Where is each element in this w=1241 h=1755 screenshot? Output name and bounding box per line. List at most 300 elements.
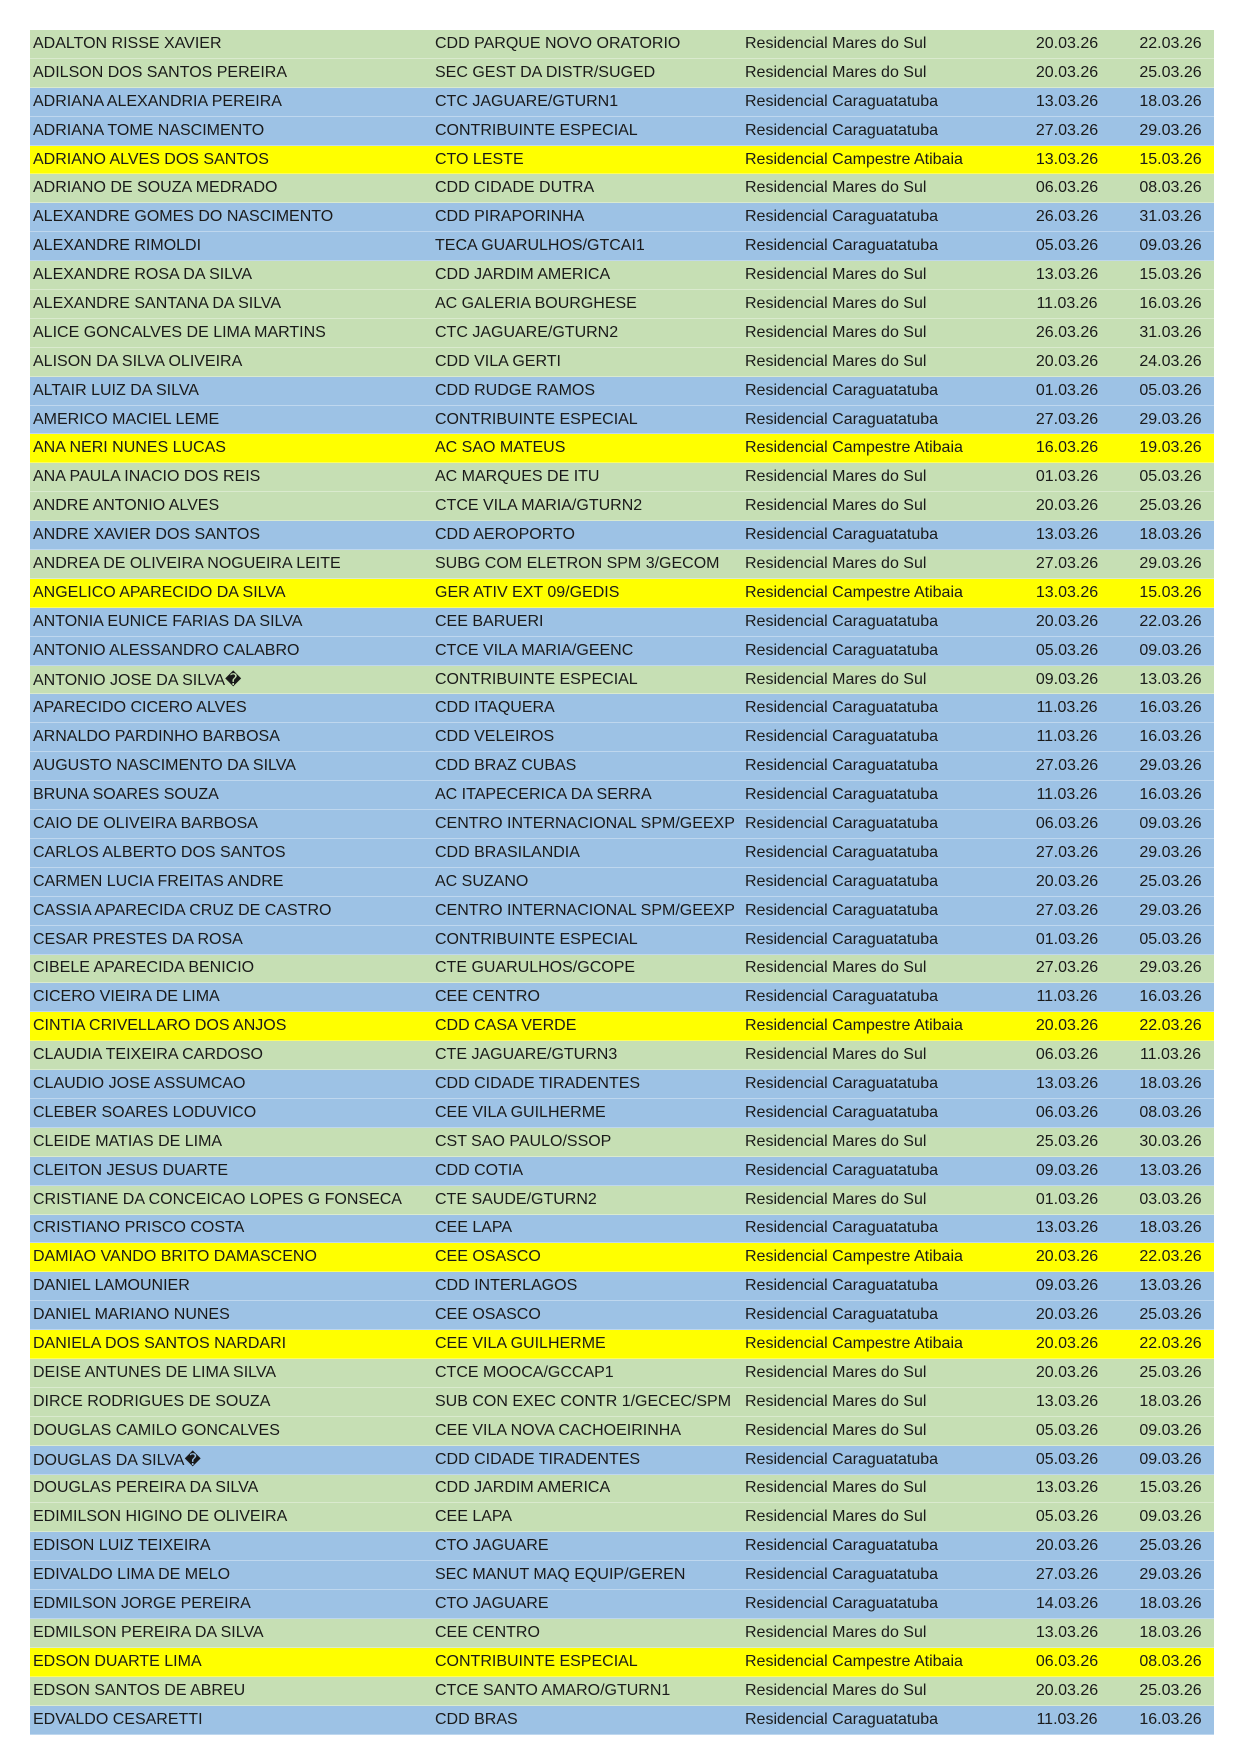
- start-date-cell: 20.03.26: [1035, 612, 1099, 630]
- start-date-cell: 01.03.26: [1035, 930, 1099, 948]
- end-date-cell: 29.03.26: [1139, 757, 1202, 775]
- unit-cell: CENTRO INTERNACIONAL SPM/GEEXP: [435, 814, 735, 832]
- unit-cell: CONTRIBUINTE ESPECIAL: [435, 121, 638, 139]
- end-date-cell: 09.03.26: [1139, 641, 1202, 659]
- residence-cell: Residencial Mares do Sul: [745, 1392, 927, 1410]
- unit-cell: CEE CENTRO: [435, 988, 540, 1006]
- end-date-cell: 13.03.26: [1139, 1277, 1202, 1295]
- table-row: [30, 983, 1214, 1012]
- unit-cell: TECA GUARULHOS/GTCAI1: [435, 237, 645, 255]
- employee-name-cell: CLEBER SOARES LODUVICO: [33, 1103, 257, 1121]
- unit-cell: CDD VILA GERTI: [435, 352, 561, 370]
- table-row: [30, 463, 1214, 492]
- start-date-cell: 13.03.26: [1035, 150, 1099, 168]
- employee-name-cell: ADRIANA TOME NASCIMENTO: [33, 121, 265, 139]
- end-date-cell: 25.03.26: [1139, 1363, 1202, 1381]
- unit-cell: CDD INTERLAGOS: [435, 1277, 578, 1295]
- unit-cell: SEC MANUT MAQ EQUIP/GEREN: [435, 1566, 686, 1584]
- table-row: [30, 59, 1214, 88]
- employee-name-cell: ANDRE ANTONIO ALVES: [33, 497, 220, 515]
- employee-name-cell: CLAUDIO JOSE ASSUMCAO: [33, 1075, 246, 1092]
- end-date-cell: 29.03.26: [1139, 554, 1202, 572]
- residence-cell: Residencial Caraguatatuba: [745, 612, 939, 630]
- end-date-cell: 16.03.26: [1139, 728, 1202, 746]
- start-date-cell: 20.03.26: [1035, 1335, 1099, 1353]
- employee-name-cell: DANIEL LAMOUNIER: [33, 1277, 190, 1295]
- unit-cell: CST SAO PAULO/SSOP: [435, 1132, 612, 1150]
- table-row: [30, 608, 1214, 637]
- end-date-cell: 29.03.26: [1139, 843, 1202, 861]
- unit-cell: CDD BRASILANDIA: [435, 843, 580, 861]
- start-date-cell: 05.03.26: [1035, 1421, 1099, 1439]
- start-date-cell: 13.03.26: [1035, 1479, 1099, 1497]
- start-date-cell: 13.03.26: [1035, 266, 1099, 284]
- start-date-cell: 27.03.26: [1035, 901, 1099, 919]
- residence-cell: Residencial Campestre Atibaia: [745, 1248, 963, 1266]
- table-row: [30, 1243, 1214, 1272]
- end-date-cell: 30.03.26: [1139, 1132, 1202, 1150]
- residence-cell: Residencial Campestre Atibaia: [745, 150, 963, 168]
- end-date-cell: 09.03.26: [1139, 1450, 1202, 1468]
- table-row: [30, 1619, 1214, 1648]
- employee-name-cell: APARECIDO CICERO ALVES: [33, 699, 247, 717]
- start-date-cell: 06.03.26: [1035, 1046, 1099, 1064]
- employee-name-cell: CINTIA CRIVELLARO DOS ANJOS: [33, 1017, 287, 1035]
- reservation-table: [30, 30, 1214, 1735]
- start-date-cell: 09.03.26: [1035, 1277, 1099, 1295]
- end-date-cell: 25.03.26: [1139, 497, 1202, 515]
- start-date-cell: 13.03.26: [1035, 1219, 1099, 1237]
- table-row: [30, 1128, 1214, 1157]
- start-date-cell: 27.03.26: [1035, 757, 1099, 775]
- residence-cell: Residencial Mares do Sul: [745, 1681, 927, 1699]
- unit-cell: CEE OSASCO: [435, 1248, 541, 1266]
- end-date-cell: 18.03.26: [1139, 1075, 1202, 1092]
- end-date-cell: 15.03.26: [1139, 150, 1202, 168]
- unit-cell: SUBG COM ELETRON SPM 3/GECOM: [435, 554, 720, 572]
- employee-name-cell: CARLOS ALBERTO DOS SANTOS: [33, 843, 286, 861]
- employee-name-cell: DIRCE RODRIGUES DE SOUZA: [33, 1392, 271, 1410]
- residence-cell: Residencial Mares do Sul: [745, 323, 927, 341]
- table-row: [30, 781, 1214, 810]
- end-date-cell: 16.03.26: [1139, 786, 1202, 804]
- residence-cell: Residencial Mares do Sul: [745, 1190, 927, 1208]
- end-date-cell: 25.03.26: [1139, 63, 1202, 81]
- table-row: [30, 290, 1214, 319]
- residence-cell: Residencial Mares do Sul: [745, 1132, 927, 1150]
- employee-name-cell: AMERICO MACIEL LEME: [33, 410, 220, 428]
- start-date-cell: 05.03.26: [1035, 237, 1099, 255]
- end-date-cell: 22.03.26: [1139, 34, 1202, 52]
- employee-name-cell: ANTONIA EUNICE FARIAS DA SILVA: [33, 612, 303, 630]
- residence-cell: Residencial Mares do Sul: [745, 468, 927, 486]
- table-row: [30, 1099, 1214, 1128]
- start-date-cell: 27.03.26: [1035, 121, 1099, 139]
- end-date-cell: 22.03.26: [1139, 1017, 1202, 1035]
- start-date-cell: 27.03.26: [1035, 1566, 1099, 1584]
- end-date-cell: 29.03.26: [1139, 410, 1202, 428]
- end-date-cell: 16.03.26: [1139, 1710, 1202, 1728]
- table-row: [30, 1417, 1214, 1446]
- unit-cell: CDD COTIA: [435, 1161, 523, 1179]
- unit-cell: CTE SAUDE/GTURN2: [435, 1190, 597, 1208]
- start-date-cell: 06.03.26: [1035, 1652, 1099, 1670]
- end-date-cell: 25.03.26: [1139, 1537, 1202, 1555]
- start-date-cell: 27.03.26: [1035, 959, 1099, 977]
- residence-cell: Residencial Caraguatatuba: [745, 526, 939, 544]
- residence-cell: Residencial Caraguatatuba: [745, 121, 939, 139]
- table-row: [30, 1012, 1214, 1041]
- residence-cell: Residencial Mares do Sul: [745, 63, 927, 81]
- employee-name-cell: ALISON DA SILVA OLIVEIRA: [33, 352, 243, 370]
- unit-cell: CONTRIBUINTE ESPECIAL: [435, 670, 638, 688]
- end-date-cell: 18.03.26: [1139, 1595, 1202, 1613]
- table-row: [30, 550, 1214, 579]
- table-row: [30, 261, 1214, 290]
- employee-name-cell: EDMILSON PEREIRA DA SILVA: [33, 1623, 264, 1641]
- residence-cell: Residencial Mares do Sul: [745, 179, 927, 197]
- start-date-cell: 05.03.26: [1035, 1450, 1099, 1468]
- end-date-cell: 05.03.26: [1139, 930, 1202, 948]
- unit-cell: CEE VILA NOVA CACHOEIRINHA: [435, 1421, 681, 1439]
- start-date-cell: 26.03.26: [1035, 323, 1099, 341]
- table-row: [30, 752, 1214, 781]
- employee-name-cell: DEISE ANTUNES DE LIMA SILVA: [33, 1363, 277, 1381]
- employee-name-cell: ANGELICO APARECIDO DA SILVA: [33, 583, 286, 601]
- unit-cell: CDD PIRAPORINHA: [435, 208, 585, 226]
- residence-cell: Residencial Campestre Atibaia: [745, 439, 963, 457]
- employee-name-cell: ANDREA DE OLIVEIRA NOGUEIRA LEITE: [33, 554, 341, 572]
- employee-name-cell: DANIEL MARIANO NUNES: [33, 1306, 230, 1324]
- employee-name-cell: AUGUSTO NASCIMENTO DA SILVA: [33, 757, 296, 775]
- residence-cell: Residencial Caraguatatuba: [745, 1306, 939, 1324]
- table-row: [30, 1677, 1214, 1706]
- unit-cell: CEE BARUERI: [435, 612, 544, 630]
- residence-cell: Residencial Campestre Atibaia: [745, 1017, 963, 1035]
- employee-name-cell: ADRIANO DE SOUZA MEDRADO: [33, 179, 278, 197]
- end-date-cell: 03.03.26: [1139, 1190, 1202, 1208]
- start-date-cell: 05.03.26: [1035, 641, 1099, 659]
- end-date-cell: 31.03.26: [1139, 208, 1202, 226]
- end-date-cell: 16.03.26: [1139, 699, 1202, 717]
- table-row: [30, 1157, 1214, 1186]
- unit-cell: CDD CIDADE TIRADENTES: [435, 1450, 641, 1468]
- start-date-cell: 20.03.26: [1035, 1681, 1099, 1699]
- start-date-cell: 20.03.26: [1035, 1537, 1099, 1555]
- residence-cell: Residencial Mares do Sul: [745, 670, 927, 688]
- unit-cell: CEE LAPA: [435, 1508, 513, 1526]
- unit-cell: CDD JARDIM AMERICA: [435, 1479, 611, 1497]
- residence-cell: Residencial Mares do Sul: [745, 34, 927, 52]
- employee-name-cell: CRISTIANO PRISCO COSTA: [33, 1219, 245, 1237]
- employee-name-cell: ARNALDO PARDINHO BARBOSA: [33, 728, 280, 746]
- employee-name-cell: ANA PAULA INACIO DOS REIS: [33, 468, 261, 486]
- residence-cell: Residencial Caraguatatuba: [745, 1537, 939, 1555]
- table-row: [30, 1041, 1214, 1070]
- table-row: [30, 1359, 1214, 1388]
- unit-cell: CDD VELEIROS: [435, 728, 555, 746]
- end-date-cell: 08.03.26: [1139, 179, 1202, 197]
- residence-cell: Residencial Caraguatatuba: [745, 843, 939, 861]
- residence-cell: Residencial Caraguatatuba: [745, 1277, 939, 1295]
- employee-name-cell: ALEXANDRE RIMOLDI: [33, 237, 202, 255]
- end-date-cell: 16.03.26: [1139, 988, 1202, 1006]
- residence-cell: Residencial Caraguatatuba: [745, 381, 939, 399]
- start-date-cell: 11.03.26: [1036, 786, 1098, 804]
- residence-cell: Residencial Caraguatatuba: [745, 641, 939, 659]
- employee-name-cell: CIBELE APARECIDA BENICIO: [33, 959, 255, 977]
- unit-cell: CDD BRAZ CUBAS: [435, 757, 577, 775]
- unit-cell: CEE VILA GUILHERME: [435, 1103, 606, 1121]
- unit-cell: CDD CASA VERDE: [435, 1017, 577, 1035]
- employee-name-cell: DOUGLAS DA SILVA�: [33, 1451, 201, 1469]
- table-row: [30, 810, 1214, 839]
- table-row: [30, 521, 1214, 550]
- end-date-cell: 16.03.26: [1139, 294, 1202, 312]
- table-row: [30, 492, 1214, 521]
- employee-name-cell: ALICE GONCALVES DE LIMA MARTINS: [33, 323, 326, 341]
- employee-name-cell: EDIVALDO LIMA DE MELO: [33, 1566, 231, 1584]
- table-row: [30, 174, 1214, 203]
- table-row: [30, 1706, 1214, 1735]
- table-row: [30, 434, 1214, 463]
- table-row: [30, 117, 1214, 146]
- start-date-cell: 13.03.26: [1035, 1392, 1099, 1410]
- table-row: [30, 926, 1214, 955]
- unit-cell: CONTRIBUINTE ESPECIAL: [435, 1652, 638, 1670]
- end-date-cell: 15.03.26: [1139, 583, 1202, 601]
- unit-cell: SEC GEST DA DISTR/SUGED: [435, 63, 656, 81]
- employee-name-cell: ANTONIO JOSE DA SILVA�: [33, 671, 242, 689]
- residence-cell: Residencial Caraguatatuba: [745, 699, 939, 717]
- table-row: [30, 637, 1214, 666]
- employee-name-cell: ALEXANDRE SANTANA DA SILVA: [33, 294, 282, 312]
- employee-name-cell: CARMEN LUCIA FREITAS ANDRE: [33, 872, 284, 890]
- residence-cell: Residencial Caraguatatuba: [745, 410, 939, 428]
- unit-cell: AC SUZANO: [435, 872, 529, 890]
- start-date-cell: 01.03.26: [1035, 1190, 1099, 1208]
- employee-name-cell: CICERO VIEIRA DE LIMA: [33, 988, 220, 1006]
- end-date-cell: 18.03.26: [1139, 526, 1202, 544]
- unit-cell: CTCE VILA MARIA/GEENC: [435, 641, 634, 659]
- employee-name-cell: ADALTON RISSE XAVIER: [33, 34, 222, 52]
- residence-cell: Residencial Caraguatatuba: [745, 786, 939, 804]
- end-date-cell: 22.03.26: [1139, 1335, 1202, 1353]
- end-date-cell: 15.03.26: [1139, 1479, 1202, 1497]
- end-date-cell: 24.03.26: [1139, 352, 1202, 370]
- start-date-cell: 20.03.26: [1035, 352, 1099, 370]
- start-date-cell: 11.03.26: [1036, 294, 1098, 312]
- end-date-cell: 05.03.26: [1139, 381, 1202, 399]
- unit-cell: CDD AEROPORTO: [435, 526, 575, 544]
- employee-name-cell: DAMIAO VANDO BRITO DAMASCENO: [33, 1248, 317, 1266]
- end-date-cell: 18.03.26: [1139, 1623, 1202, 1641]
- employee-name-cell: ALTAIR LUIZ DA SILVA: [33, 381, 199, 399]
- unit-cell: CTCE VILA MARIA/GTURN2: [435, 497, 643, 515]
- unit-cell: CEE LAPA: [435, 1219, 513, 1237]
- end-date-cell: 29.03.26: [1139, 121, 1202, 139]
- residence-cell: Residencial Mares do Sul: [745, 959, 927, 977]
- end-date-cell: 25.03.26: [1139, 1681, 1202, 1699]
- residence-cell: Residencial Campestre Atibaia: [745, 1652, 963, 1670]
- table-row: [30, 666, 1214, 695]
- unit-cell: CDD ITAQUERA: [435, 699, 555, 717]
- table-row: [30, 1446, 1214, 1475]
- start-date-cell: 06.03.26: [1035, 179, 1099, 197]
- unit-cell: CTO JAGUARE: [435, 1595, 549, 1613]
- residence-cell: Residencial Caraguatatuba: [745, 237, 939, 255]
- residence-cell: Residencial Caraguatatuba: [745, 1566, 939, 1584]
- table-row: [30, 1330, 1214, 1359]
- table-row: [30, 955, 1214, 984]
- unit-cell: CDD CIDADE DUTRA: [435, 179, 595, 197]
- table-row: [30, 1070, 1214, 1099]
- employee-name-cell: CAIO DE OLIVEIRA BARBOSA: [33, 814, 258, 832]
- table-row: [30, 868, 1214, 897]
- end-date-cell: 13.03.26: [1139, 1161, 1202, 1179]
- start-date-cell: 13.03.26: [1035, 1075, 1099, 1092]
- table-row: [30, 406, 1214, 435]
- residence-cell: Residencial Mares do Sul: [745, 497, 927, 515]
- employee-name-cell: ANTONIO ALESSANDRO CALABRO: [33, 641, 300, 659]
- end-date-cell: 22.03.26: [1139, 1248, 1202, 1266]
- unit-cell: CDD JARDIM AMERICA: [435, 266, 611, 284]
- start-date-cell: 09.03.26: [1035, 670, 1099, 688]
- end-date-cell: 31.03.26: [1139, 323, 1202, 341]
- end-date-cell: 05.03.26: [1139, 468, 1202, 486]
- start-date-cell: 01.03.26: [1035, 381, 1099, 399]
- start-date-cell: 20.03.26: [1035, 63, 1099, 81]
- employee-name-cell: CLAUDIA TEIXEIRA CARDOSO: [33, 1046, 263, 1064]
- unit-cell: CTE JAGUARE/GTURN3: [435, 1046, 618, 1064]
- employee-name-cell: DOUGLAS CAMILO GONCALVES: [33, 1421, 280, 1439]
- end-date-cell: 13.03.26: [1139, 670, 1202, 688]
- end-date-cell: 19.03.26: [1139, 439, 1202, 457]
- start-date-cell: 25.03.26: [1035, 1132, 1099, 1150]
- table-row: [30, 232, 1214, 261]
- table-row: [30, 579, 1214, 608]
- start-date-cell: 13.03.26: [1035, 92, 1099, 110]
- start-date-cell: 13.03.26: [1035, 526, 1099, 544]
- start-date-cell: 20.03.26: [1035, 497, 1099, 515]
- employee-name-cell: ADILSON DOS SANTOS PEREIRA: [33, 63, 287, 81]
- end-date-cell: 09.03.26: [1139, 1421, 1202, 1439]
- start-date-cell: 06.03.26: [1035, 814, 1099, 832]
- start-date-cell: 16.03.26: [1035, 439, 1099, 457]
- table-row: [30, 1301, 1214, 1330]
- table-row: [30, 319, 1214, 348]
- end-date-cell: 09.03.26: [1139, 237, 1202, 255]
- start-date-cell: 11.03.26: [1036, 699, 1098, 717]
- end-date-cell: 09.03.26: [1139, 814, 1202, 832]
- unit-cell: CDD CIDADE TIRADENTES: [435, 1075, 641, 1092]
- residence-cell: Residencial Mares do Sul: [745, 554, 927, 572]
- end-date-cell: 25.03.26: [1139, 1306, 1202, 1324]
- residence-cell: Residencial Caraguatatuba: [745, 1219, 939, 1237]
- residence-cell: Residencial Caraguatatuba: [745, 1103, 939, 1121]
- start-date-cell: 20.03.26: [1035, 1248, 1099, 1266]
- unit-cell: AC MARQUES DE ITU: [435, 468, 600, 486]
- residence-cell: Residencial Mares do Sul: [745, 1421, 927, 1439]
- table-row: [30, 348, 1214, 377]
- table-row: [30, 1215, 1214, 1244]
- start-date-cell: 20.03.26: [1035, 872, 1099, 890]
- table-row: [30, 146, 1214, 175]
- employee-name-cell: EDIMILSON HIGINO DE OLIVEIRA: [33, 1508, 288, 1526]
- residence-cell: Residencial Mares do Sul: [745, 1363, 927, 1381]
- employee-name-cell: CLEITON JESUS DUARTE: [33, 1161, 229, 1179]
- table-row: [30, 1186, 1214, 1215]
- employee-name-cell: CASSIA APARECIDA CRUZ DE CASTRO: [33, 901, 332, 919]
- unit-cell: CTO JAGUARE: [435, 1537, 549, 1555]
- unit-cell: CDD BRAS: [435, 1710, 518, 1728]
- start-date-cell: 27.03.26: [1035, 410, 1099, 428]
- residence-cell: Residencial Caraguatatuba: [745, 1710, 939, 1728]
- table-row: [30, 203, 1214, 232]
- unit-cell: CDD PARQUE NOVO ORATORIO: [435, 34, 681, 52]
- residence-cell: Residencial Caraguatatuba: [745, 1075, 939, 1092]
- employee-name-cell: EDMILSON JORGE PEREIRA: [33, 1595, 251, 1613]
- table-row: [30, 839, 1214, 868]
- employee-name-cell: ANDRE XAVIER DOS SANTOS: [33, 526, 261, 544]
- unit-cell: AC ITAPECERICA DA SERRA: [435, 786, 652, 804]
- table-row: [30, 88, 1214, 117]
- unit-cell: AC SAO MATEUS: [435, 439, 566, 457]
- end-date-cell: 29.03.26: [1139, 959, 1202, 977]
- unit-cell: CTC JAGUARE/GTURN1: [435, 92, 619, 110]
- table-row: [30, 723, 1214, 752]
- unit-cell: CEE VILA GUILHERME: [435, 1335, 606, 1353]
- start-date-cell: 26.03.26: [1035, 208, 1099, 226]
- unit-cell: CTC JAGUARE/GTURN2: [435, 323, 619, 341]
- residence-cell: Residencial Caraguatatuba: [745, 208, 939, 226]
- unit-cell: CTO LESTE: [435, 150, 524, 168]
- end-date-cell: 18.03.26: [1139, 1219, 1202, 1237]
- residence-cell: Residencial Caraguatatuba: [745, 1161, 939, 1179]
- end-date-cell: 15.03.26: [1139, 266, 1202, 284]
- residence-cell: Residencial Mares do Sul: [745, 266, 927, 284]
- start-date-cell: 13.03.26: [1035, 583, 1099, 601]
- employee-name-cell: ADRIANA ALEXANDRIA PEREIRA: [33, 92, 282, 110]
- employee-name-cell: BRUNA SOARES SOUZA: [33, 786, 219, 804]
- residence-cell: Residencial Caraguatatuba: [745, 1450, 939, 1468]
- residence-cell: Residencial Mares do Sul: [745, 294, 927, 312]
- residence-cell: Residencial Caraguatatuba: [745, 728, 939, 746]
- employee-name-cell: CESAR PRESTES DA ROSA: [33, 930, 243, 948]
- start-date-cell: 09.03.26: [1035, 1161, 1099, 1179]
- unit-cell: CENTRO INTERNACIONAL SPM/GEEXP: [435, 901, 735, 919]
- table-row: [30, 1388, 1214, 1417]
- end-date-cell: 22.03.26: [1139, 612, 1202, 630]
- employee-name-cell: CRISTIANE DA CONCEICAO LOPES G FONSECA: [33, 1190, 402, 1208]
- residence-cell: Residencial Mares do Sul: [745, 1623, 927, 1641]
- start-date-cell: 20.03.26: [1035, 1363, 1099, 1381]
- start-date-cell: 13.03.26: [1035, 1623, 1099, 1641]
- start-date-cell: 14.03.26: [1035, 1595, 1099, 1613]
- unit-cell: SUB CON EXEC CONTR 1/GECEC/SPM: [435, 1392, 732, 1410]
- employee-name-cell: EDSON SANTOS DE ABREU: [33, 1681, 246, 1699]
- unit-cell: CDD RUDGE RAMOS: [435, 381, 596, 399]
- employee-name-cell: CLEIDE MATIAS DE LIMA: [33, 1132, 223, 1150]
- table-row: [30, 1503, 1214, 1532]
- start-date-cell: 27.03.26: [1035, 554, 1099, 572]
- unit-cell: CEE OSASCO: [435, 1306, 541, 1324]
- start-date-cell: 27.03.26: [1035, 843, 1099, 861]
- residence-cell: Residencial Caraguatatuba: [745, 757, 939, 775]
- end-date-cell: 18.03.26: [1139, 1392, 1202, 1410]
- start-date-cell: 11.03.26: [1036, 988, 1098, 1006]
- employee-name-cell: EDISON LUIZ TEIXEIRA: [33, 1537, 211, 1555]
